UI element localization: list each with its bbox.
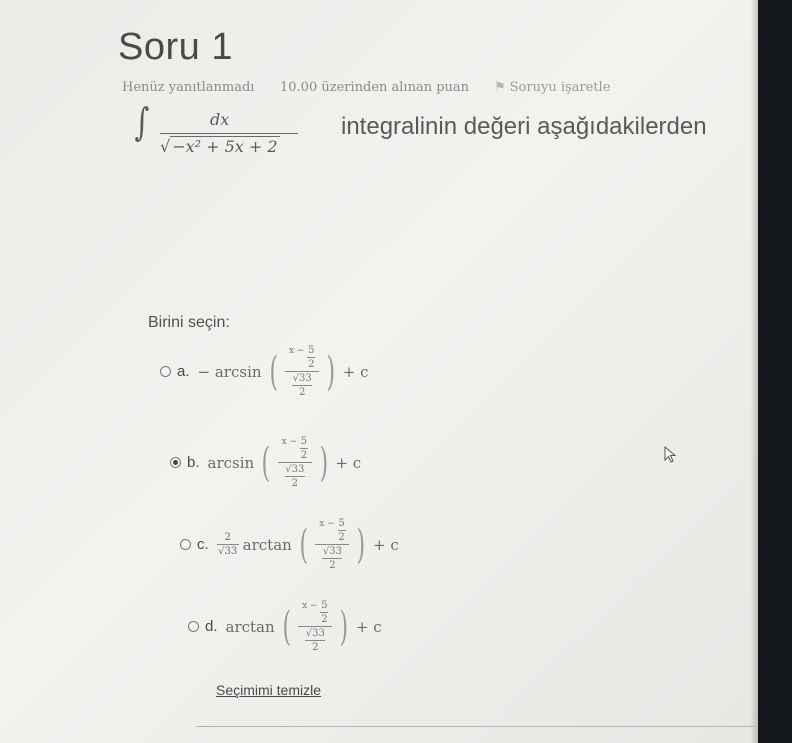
answer-prompt: Birini seçin: [148, 314, 230, 331]
flag-label: Soruyu işaretle [509, 80, 611, 95]
option-b-formula [208, 436, 362, 489]
option-d-suffix: + c [355, 617, 382, 636]
option-a-radio[interactable] [160, 366, 171, 377]
option-c-letter: c. [197, 536, 209, 553]
question-grade: 10.00 üzerinden alınan puan [280, 80, 470, 95]
fraction-bar [160, 133, 298, 134]
option-d-function: arctan [225, 617, 275, 636]
option-c-radio[interactable] [180, 539, 191, 550]
right-paren: ) [356, 521, 366, 568]
right-paren: ) [319, 439, 328, 486]
left-paren: ( [269, 348, 278, 395]
integral-numerator: dx [210, 110, 230, 129]
option-a-formula [198, 345, 369, 398]
mouse-cursor-icon [664, 446, 678, 464]
option-d-formula [226, 600, 382, 653]
option-b-radio[interactable] [170, 457, 181, 468]
left-paren: ( [299, 521, 308, 568]
option-d-radio[interactable] [188, 621, 199, 632]
option-b-function: arcsin [207, 453, 255, 472]
option-c-coefficient: $\frac{2}{√33}$ [218, 532, 238, 557]
option-b-letter: b. [187, 454, 200, 471]
option-a-function: − arcsin [197, 362, 262, 381]
option-d-letter: d. [205, 618, 218, 635]
question-status: Henüz yanıtlanmadı [122, 80, 255, 95]
integral-sign: ∫ [134, 100, 150, 144]
option-d-inner-fraction: x − $\frac{5}{2}$ $\frac{√33}{2}$ [298, 600, 332, 653]
option-a-inner-fraction: x − $\frac{5}{2}$ $\frac{√33}{2}$ [285, 345, 319, 398]
flag-icon: ⚑ [494, 80, 506, 95]
option-b[interactable] [170, 436, 361, 489]
integral-denominator: √ −x² + 5x + 2 [160, 137, 278, 156]
option-d[interactable] [188, 600, 382, 653]
option-a[interactable] [160, 345, 369, 398]
option-c[interactable] [180, 518, 399, 571]
right-paren: ) [339, 603, 349, 650]
question-text: integralinin değeri aşağıdakilerden [341, 113, 707, 140]
left-paren: ( [282, 603, 291, 650]
option-b-suffix: + c [335, 453, 362, 472]
option-c-suffix: + c [373, 535, 399, 554]
screen-edge-shade [750, 0, 758, 743]
option-a-letter: a. [177, 363, 190, 380]
screen-edge [758, 0, 792, 743]
option-c-formula [217, 518, 399, 571]
divider [196, 726, 756, 727]
question-title: Soru 1 [118, 26, 233, 68]
option-a-suffix: + c [342, 362, 369, 381]
flag-question-link[interactable] [494, 80, 610, 95]
option-c-function: arctan [242, 535, 292, 554]
option-c-inner-fraction: x − $\frac{5}{2}$ $\frac{√33}{2}$ [315, 518, 349, 571]
right-paren: ) [326, 348, 336, 395]
clear-selection-link[interactable]: Seçimimi temizle [216, 682, 322, 698]
left-paren: ( [261, 439, 271, 486]
option-b-inner-fraction: x − $\frac{5}{2}$ $\frac{√33}{2}$ [278, 436, 312, 489]
